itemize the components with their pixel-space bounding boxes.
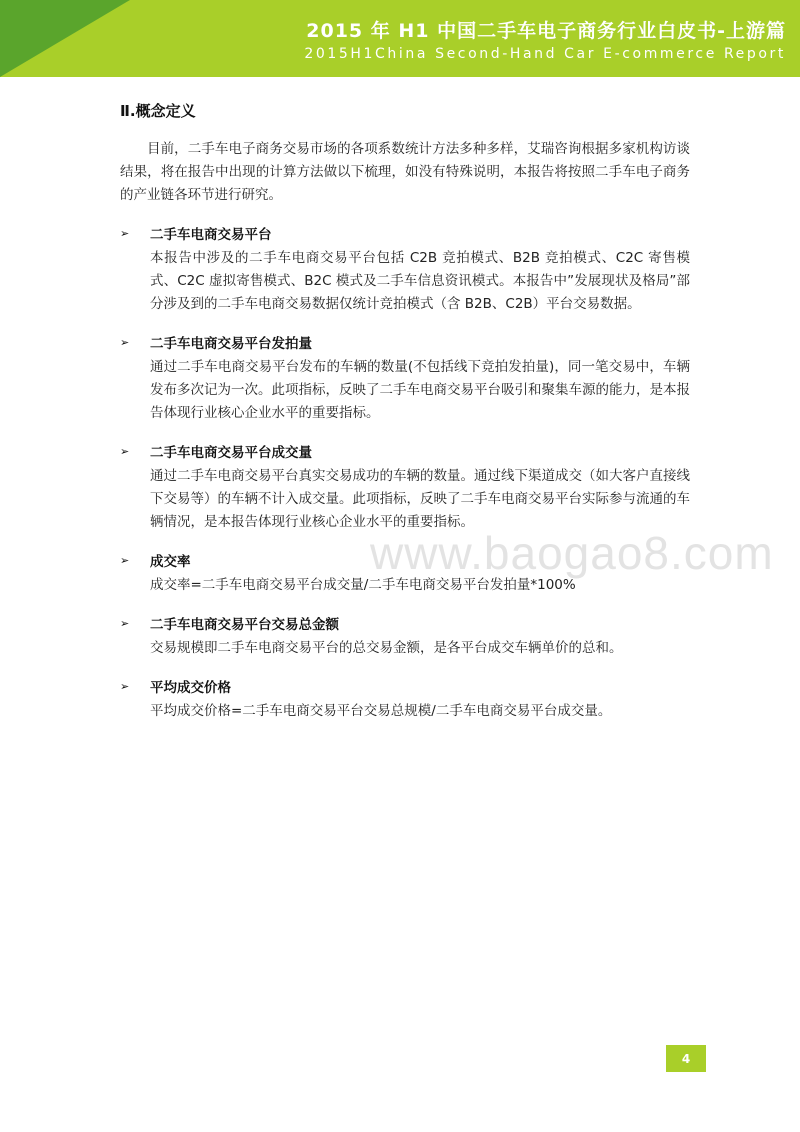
header-decoration bbox=[0, 0, 130, 77]
section-title: Ⅱ.概念定义 bbox=[120, 102, 196, 120]
definition-item bbox=[120, 546, 690, 597]
report-title: 2015 年 H1 中国二手车电子商务行业白皮书-上游篇 bbox=[306, 20, 786, 42]
definition-item bbox=[120, 219, 690, 316]
arrow-bullet-icon: ➢ bbox=[120, 335, 130, 349]
definition-title: 成交率 bbox=[150, 554, 191, 570]
definition-body: 平均成交价格=二手车电商交易平台交易总规模/二手车电商交易平台成交量。 bbox=[150, 703, 612, 719]
intro-paragraph: 目前，二手车电子商务交易市场的各项系数统计方法多种多样，艾瑞咨询根据多家机构访谈结果，将在报告中出现的计算方法做以下梳理，如没有特殊说明，本报告将按照二手车电子商务的产业链各环节进行研究。 bbox=[120, 141, 690, 203]
arrow-bullet-icon: ➢ bbox=[120, 444, 130, 458]
page-number: 4 bbox=[666, 1045, 706, 1072]
definition-title: 二手车电商交易平台发拍量 bbox=[150, 336, 312, 352]
definition-body: 本报告中涉及的二手车电商交易平台包括 C2B 竞拍模式、B2B 竞拍模式、C2C 寄售模式、C2C 虚拟寄售模式、B2C 模式及二手车信息资讯模式。本报告中”发展现状及格局”部分涉及到的二手车电商交易数据仅统计竞拍模式（含 B2B、C2B）平台交易数据。 bbox=[150, 250, 690, 312]
definition-title: 二手车电商交易平台交易总金额 bbox=[150, 617, 339, 633]
definition-item bbox=[120, 328, 690, 425]
watermark: www.baogao8.com bbox=[370, 527, 774, 579]
page-header bbox=[0, 0, 800, 77]
main-content bbox=[120, 100, 690, 723]
arrow-bullet-icon: ➢ bbox=[120, 679, 130, 693]
definition-item bbox=[120, 609, 690, 660]
definition-title: 二手车电商交易平台 bbox=[150, 227, 272, 243]
report-subtitle: 2015H1China Second-Hand Car E-commerce Report bbox=[304, 46, 786, 62]
arrow-bullet-icon: ➢ bbox=[120, 226, 130, 240]
definition-item bbox=[120, 437, 690, 534]
definition-item bbox=[120, 672, 690, 723]
definition-title: 平均成交价格 bbox=[150, 680, 231, 696]
definition-title: 二手车电商交易平台成交量 bbox=[150, 445, 312, 461]
definition-body: 通过二手车电商交易平台发布的车辆的数量(不包括线下竞拍发拍量)，同一笔交易中，车辆发布多次记为一次。此项指标，反映了二手车电商交易平台吸引和聚集车源的能力，是本报告体现行业核心企业水平的重要指标。 bbox=[150, 359, 690, 421]
arrow-bullet-icon: ➢ bbox=[120, 553, 130, 567]
definition-body: 成交率=二手车电商交易平台成交量/二手车电商交易平台发拍量*100% bbox=[150, 577, 576, 593]
arrow-bullet-icon: ➢ bbox=[120, 616, 130, 630]
definition-body: 通过二手车电商交易平台真实交易成功的车辆的数量。通过线下渠道成交（如大客户直接线下交易等）的车辆不计入成交量。此项指标，反映了二手车电商交易平台实际参与流通的车辆情况，是本报告体现行业核心企业水平的重要指标。 bbox=[150, 468, 690, 530]
definition-body: 交易规模即二手车电商交易平台的总交易金额，是各平台成交车辆单价的总和。 bbox=[150, 640, 623, 656]
